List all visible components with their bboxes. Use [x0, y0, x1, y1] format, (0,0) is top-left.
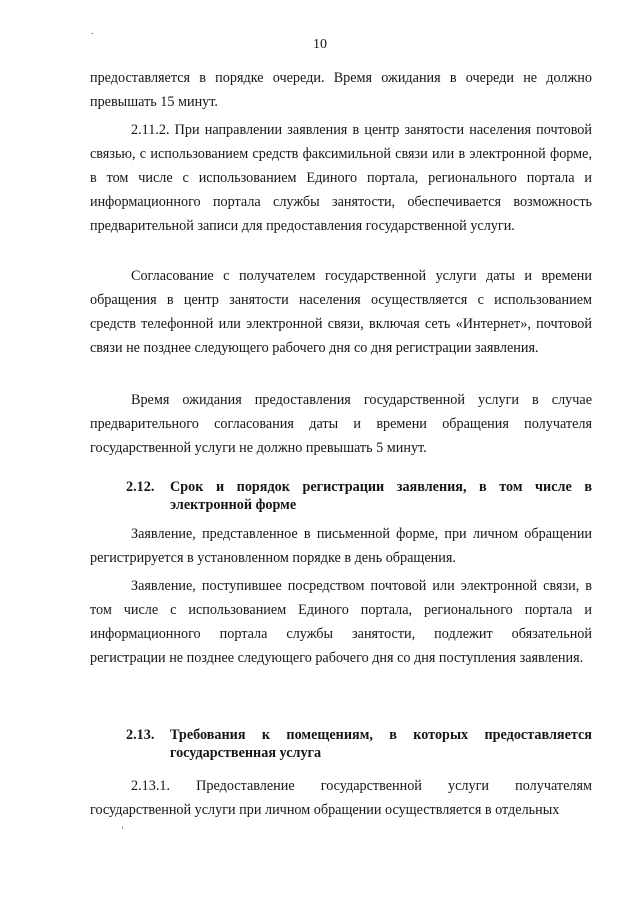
section-title: Требования к помещениям, в которых предоставляется государственная услуга: [170, 727, 592, 761]
scan-mark: [122, 826, 123, 829]
section-heading-2-12: [126, 478, 592, 514]
section-heading-2-13: [126, 726, 592, 762]
paragraph-queue-time: предоставляется в порядке очереди. Время ожидания в очереди не должно превышать 15 минут.: [90, 70, 592, 110]
paragraph-postal-application: Заявление, поступившее посредством почтовой или электронной связи, в том числе с использованием Единого портала, регионального портала и информационного портала службы занятости, подлежит обязательной регистрации не позднее следующего рабочего дня со дня поступления заявления.: [90, 578, 592, 666]
section-title: Срок и порядок регистрации заявления, в том числе в электронной форме: [170, 479, 592, 513]
scan-speck: .: [91, 26, 94, 37]
section-number: 2.13.: [126, 727, 155, 743]
paragraph-2-13-1: 2.13.1. Предоставление государственной услуги получателям государственной услуги при личном обращении осуществляется в отдельных: [90, 778, 592, 818]
paragraph-2-11-2: 2.11.2. При направлении заявления в центр занятости населения почтовой связью, с использованием средств факсимильной связи или в электронной форме, в том числе с использованием Единого портала, регионального портала и информационного портала службы занятости, обеспечивается возможность предварительной записи для предоставления государственной услуги.: [90, 122, 592, 234]
paragraph-written-application: Заявление, представленное в письменной форме, при личном обращении регистрируется в установленном порядке в день обращения.: [90, 526, 592, 566]
paragraph-agreement: Согласование с получателем государственной услуги даты и времени обращения в центр занятости населения осуществляется с использованием средств телефонной или электронной связи, включая сеть «Интернет», почтовой связи не позднее следующего рабочего дня со дня регистрации заявления.: [90, 268, 592, 356]
paragraph-waiting-time: Время ожидания предоставления государственной услуги в случае предварительного согласования даты и времени обращения получателя государственной услуги не должно превышать 5 минут.: [90, 392, 592, 456]
page-number: 10: [313, 37, 327, 52]
section-number: 2.12.: [126, 479, 155, 495]
